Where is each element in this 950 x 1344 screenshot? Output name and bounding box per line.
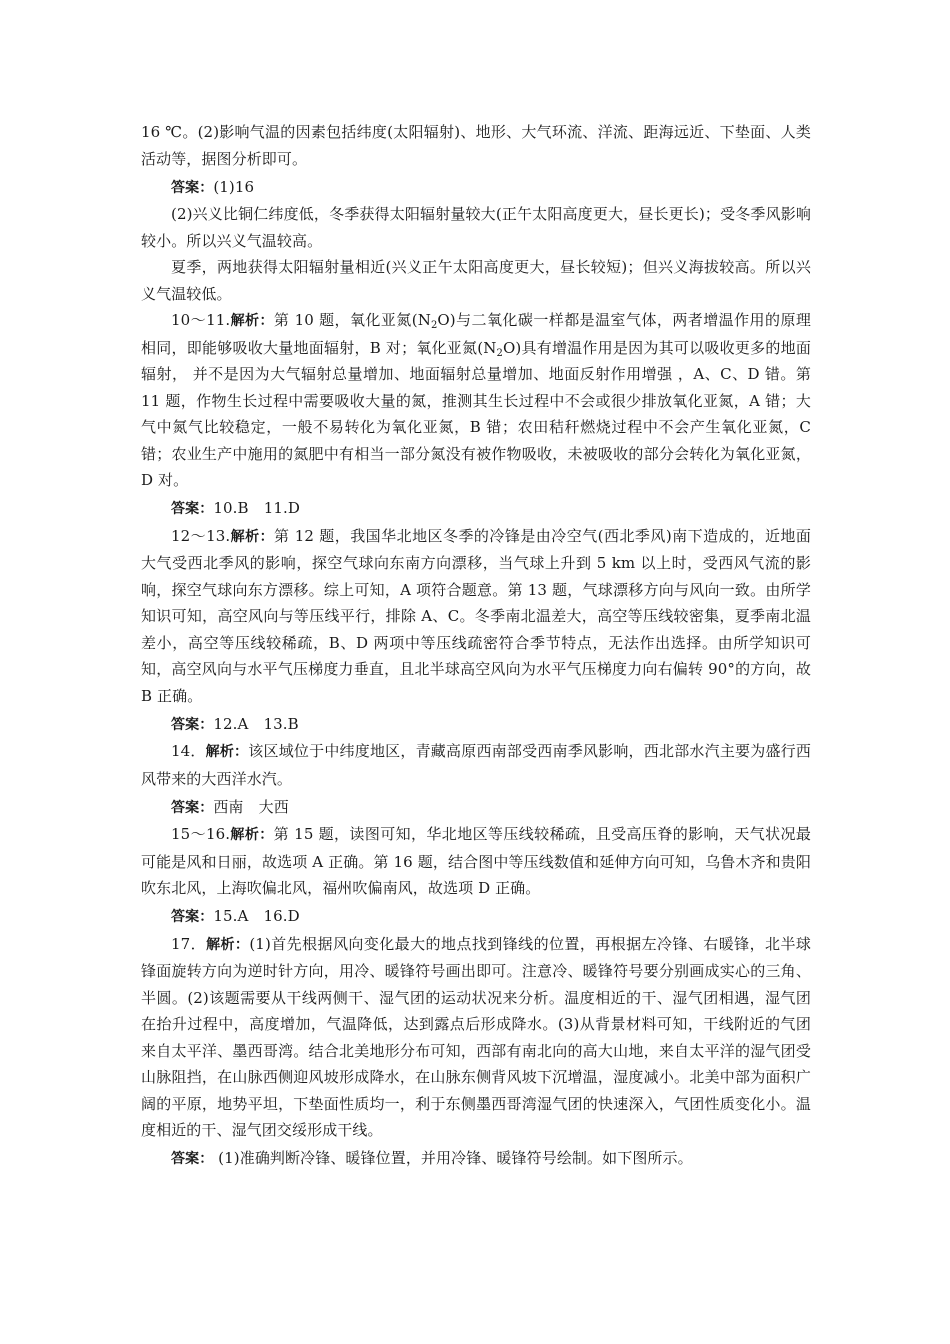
answer-10-11 bbox=[141, 495, 811, 523]
answer-text: 15.A 16.D bbox=[213, 907, 300, 925]
answer-label: 答案： bbox=[171, 1151, 214, 1167]
answer-text: 12.A 13.B bbox=[213, 714, 299, 733]
analysis-text-part-2: O)与二氧化碳一样都是温室气体，两者增温作用的原理相同，即能够吸收大量地面辐射，B 对；氧化亚氮(N bbox=[141, 311, 811, 357]
answer-label: 答案： bbox=[171, 179, 214, 196]
subscript: 2 bbox=[496, 347, 503, 359]
answer-3-text: 夏季，两地获得太阳辐射量相近(兴义正午太阳高度更大，昼长较短)；但兴义海拔较高。所以兴义气温较低。 bbox=[141, 258, 811, 303]
answer-line-3 bbox=[141, 254, 811, 307]
analysis-text-part-3: O)具有增温作用是因为其可以吸收更多的地面辐射， 并不是因为大气辐射总量增加、地面辐射总量增加、地面反射作用增强 ，A、C、D 错。第 11 题，作物生长过程中需要吸收大量的氮，推测其生长过程中不会或很少排放氧化亚氮，A 错；大气中氮气比较稳定，一般不易转化为氧化亚氮，B 错；农田秸秆燃烧过程中不会产生氧化亚氮，C 错；农业生产中施用的氮肥中有相当一部分氮没有被作物吸收，未被吸收的部分会转化为氧化亚氮，D 对。 bbox=[141, 338, 811, 489]
analysis-label: 解析： bbox=[230, 528, 275, 545]
analysis-label: 解析： bbox=[206, 936, 250, 953]
question-range: 10～11. bbox=[171, 311, 231, 329]
paragraph-intro bbox=[141, 119, 811, 172]
answer-text: 西南 大西 bbox=[213, 797, 289, 816]
analysis-text: 第 12 题，我国华北地区冬季的冷锋是由冷空气(西北季风)南下造成的，近地面大气受西北季风的影响，探空气球向东南方向漂移，当气球上升到 5 km 以上时，受西风气流的影响，探空气球向东方漂移。综上可知，A 项符合题意。第 13 题，气球漂移方向与风向一致。由所学知识可知，高空风向与等压线平行，排除 A、C。冬季南北温差大，高空等压线较密集，夏季南北温差小，高空等压线较稀疏，B、D 两项中等压线疏密符合季节特点，无法作出选择。由所学知识可知，高空风向与水平气压梯度力垂直，且北半球高空风向为水平气压梯度力向右偏转 90°的方向，故 B 正确。 bbox=[141, 526, 811, 705]
question-range: 14． bbox=[171, 742, 206, 760]
analysis-text: 该区域位于中纬度地区，青藏高原西南部受西南季风影响，西北部水汽主要为盛行西风带来的大西洋水汽。 bbox=[141, 742, 811, 788]
subscript: 2 bbox=[430, 320, 438, 331]
analysis-10-11 bbox=[141, 307, 811, 494]
answer-2-text: (2)兴义比铜仁纬度低，冬季获得太阳辐射量较大(正午太阳高度更大，昼长更长)；受冬季风影响较小。所以兴义气温较高。 bbox=[141, 205, 811, 250]
analysis-12-13 bbox=[141, 523, 811, 710]
answer-12-13 bbox=[141, 711, 811, 739]
analysis-label: 解析： bbox=[230, 827, 274, 843]
answer-text: (1)准确判断冷锋、暖锋位置，并用冷锋、暖锋符号绘制。如下图所示。 bbox=[213, 1149, 693, 1167]
analysis-text: (1)首先根据风向变化最大的地点找到锋线的位置，再根据左冷锋、右暖锋，北半球锋面旋转方向为逆时针方向，用冷、暖锋符号画出即可。注意冷、暖锋符号要分别画成实心的三角、半圆。(2)该题需要从干线两侧干、湿气团的运动状况来分析。温度相近的干、湿气团相遇，湿气团在抬升过程中，高度增加，气温降低，达到露点后形成降水。(3)从背景材料可知，干线附近的气团来自太平洋、墨西哥湾。结合北美地形分布可知，西部有南北向的高大山地，来自太平洋的湿气团受山脉阻挡，在山脉西侧迎风坡形成降水，在山脉东侧背风坡下沉增温，湿度减小。北美中部为面积广阔的平原，地势平坦，下垫面性质均一，利于东侧墨西哥湾湿气团的快速深入，气团性质变化小。温度相近的干、湿气团交绥形成干线。 bbox=[141, 934, 811, 1139]
analysis-text: 第 15 题，读图可知，华北地区等压线较稀疏，且受高压脊的影响，天气状况最可能是风和日丽，故选项 A 正确。第 16 题，结合图中等压线数值和延伸方向可知，乌鲁木齐和贵阳吹东北风，上海吹偏北风，福州吹偏南风，故选项 D 正确。 bbox=[141, 825, 811, 897]
answer-label: 答案： bbox=[171, 716, 214, 733]
analysis-text-part-1: 第 10 题，氧化亚氮(N bbox=[273, 311, 431, 329]
answer-label: 答案： bbox=[171, 501, 214, 517]
answer-label: 答案： bbox=[171, 799, 214, 816]
answer-line-2 bbox=[141, 201, 811, 254]
answer-1-text: (1)16 bbox=[213, 177, 255, 196]
analysis-17 bbox=[141, 931, 811, 1144]
question-range: 12～13. bbox=[171, 526, 231, 545]
question-range: 15～16. bbox=[171, 825, 231, 843]
answer-17 bbox=[141, 1145, 811, 1173]
answer-document bbox=[141, 119, 811, 1173]
answer-14 bbox=[141, 794, 811, 822]
analysis-14 bbox=[141, 738, 811, 792]
analysis-label: 解析： bbox=[205, 744, 249, 760]
answer-15-16 bbox=[141, 903, 811, 931]
intro-text: 16 ℃。(2)影响气温的因素包括纬度(太阳辐射)、地形、大气环流、洋流、距海远近、下垫面、人类活动等，据图分析即可。 bbox=[141, 123, 811, 168]
analysis-label: 解析： bbox=[230, 313, 274, 329]
question-range: 17． bbox=[171, 934, 207, 953]
answer-text: 10.B 11.D bbox=[213, 499, 300, 517]
analysis-15-16 bbox=[141, 821, 811, 902]
answer-label: 答案： bbox=[171, 909, 214, 925]
answer-line-1 bbox=[141, 174, 811, 202]
